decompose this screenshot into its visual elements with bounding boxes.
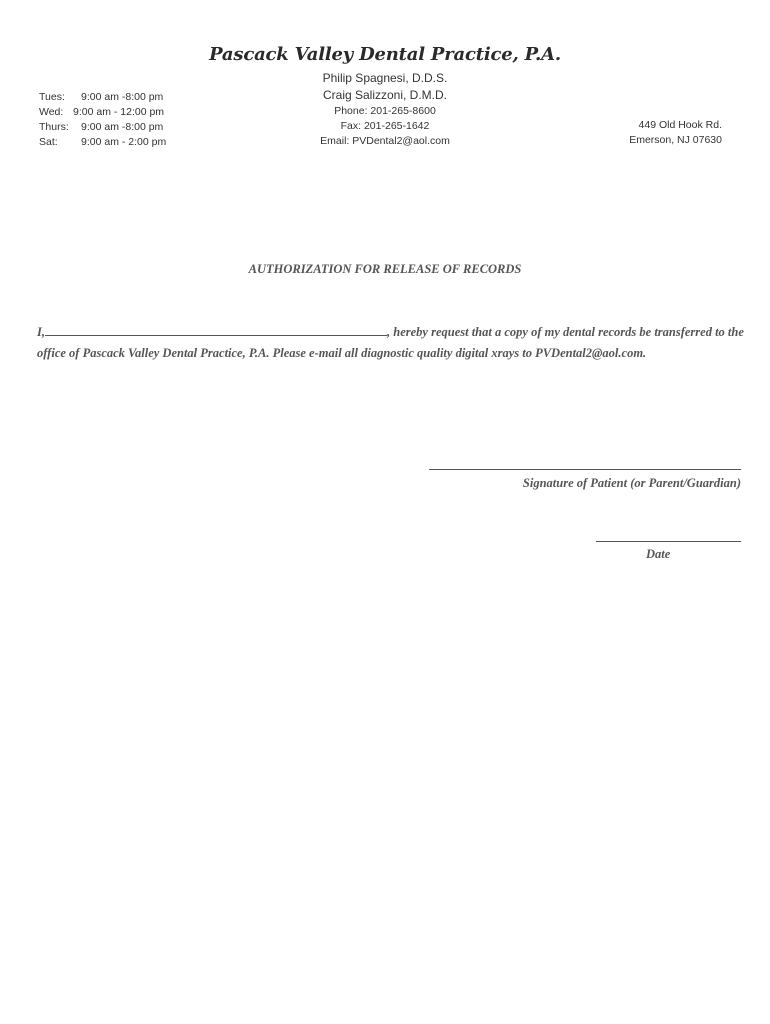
signature-label: Signature of Patient (or Parent/Guardian) <box>522 476 741 490</box>
hours-time: 9:00 am -8:00 pm <box>81 121 164 133</box>
form-title: AUTHORIZATION FOR RELEASE OF RECORDS <box>248 262 522 276</box>
doctor-1: Philip Spagnesi, D.D.S. <box>322 71 448 85</box>
doctor-2: Craig Salizzoni, D.M.D. <box>322 88 448 102</box>
name-prefix: I, <box>37 325 45 339</box>
authorization-text <box>37 322 747 363</box>
hours-day: Sat: <box>39 136 58 148</box>
address-city: Emerson, NJ 07630 <box>629 134 722 146</box>
date-label: Date <box>646 547 671 561</box>
hours-day: Tues: <box>39 91 65 103</box>
signature-line <box>429 469 741 470</box>
hours-day: Thurs: <box>39 121 69 133</box>
hours-time: 9:00 am - 12:00 pm <box>73 106 165 118</box>
hours-day: Wed: <box>39 106 64 118</box>
fax: Fax: 201-265-1642 <box>340 120 430 132</box>
practice-name: Pascack Valley Dental Practice, P.A. <box>209 44 561 65</box>
hours-row <box>39 90 166 105</box>
hours-row <box>39 135 166 150</box>
phone: Phone: 201-265-8600 <box>334 105 436 117</box>
authorization-body: , hereby request that a copy of my dental records be transferred to the office of Pascack Valley Dental Practice, P.A. Please e-mail all diagnostic quality digital xrays to PVDental2@aol.com. <box>37 325 744 360</box>
date-line <box>596 541 741 542</box>
address-street: 449 Old Hook Rd. <box>638 119 722 131</box>
office-hours <box>39 90 166 150</box>
hours-time: 9:00 am -8:00 pm <box>81 91 164 103</box>
hours-row <box>39 120 166 135</box>
hours-row <box>39 105 166 120</box>
email: Email: PVDental2@aol.com <box>320 135 450 147</box>
patient-name-blank <box>45 323 387 336</box>
practice-address <box>629 118 722 148</box>
hours-time: 9:00 am - 2:00 pm <box>81 136 167 148</box>
